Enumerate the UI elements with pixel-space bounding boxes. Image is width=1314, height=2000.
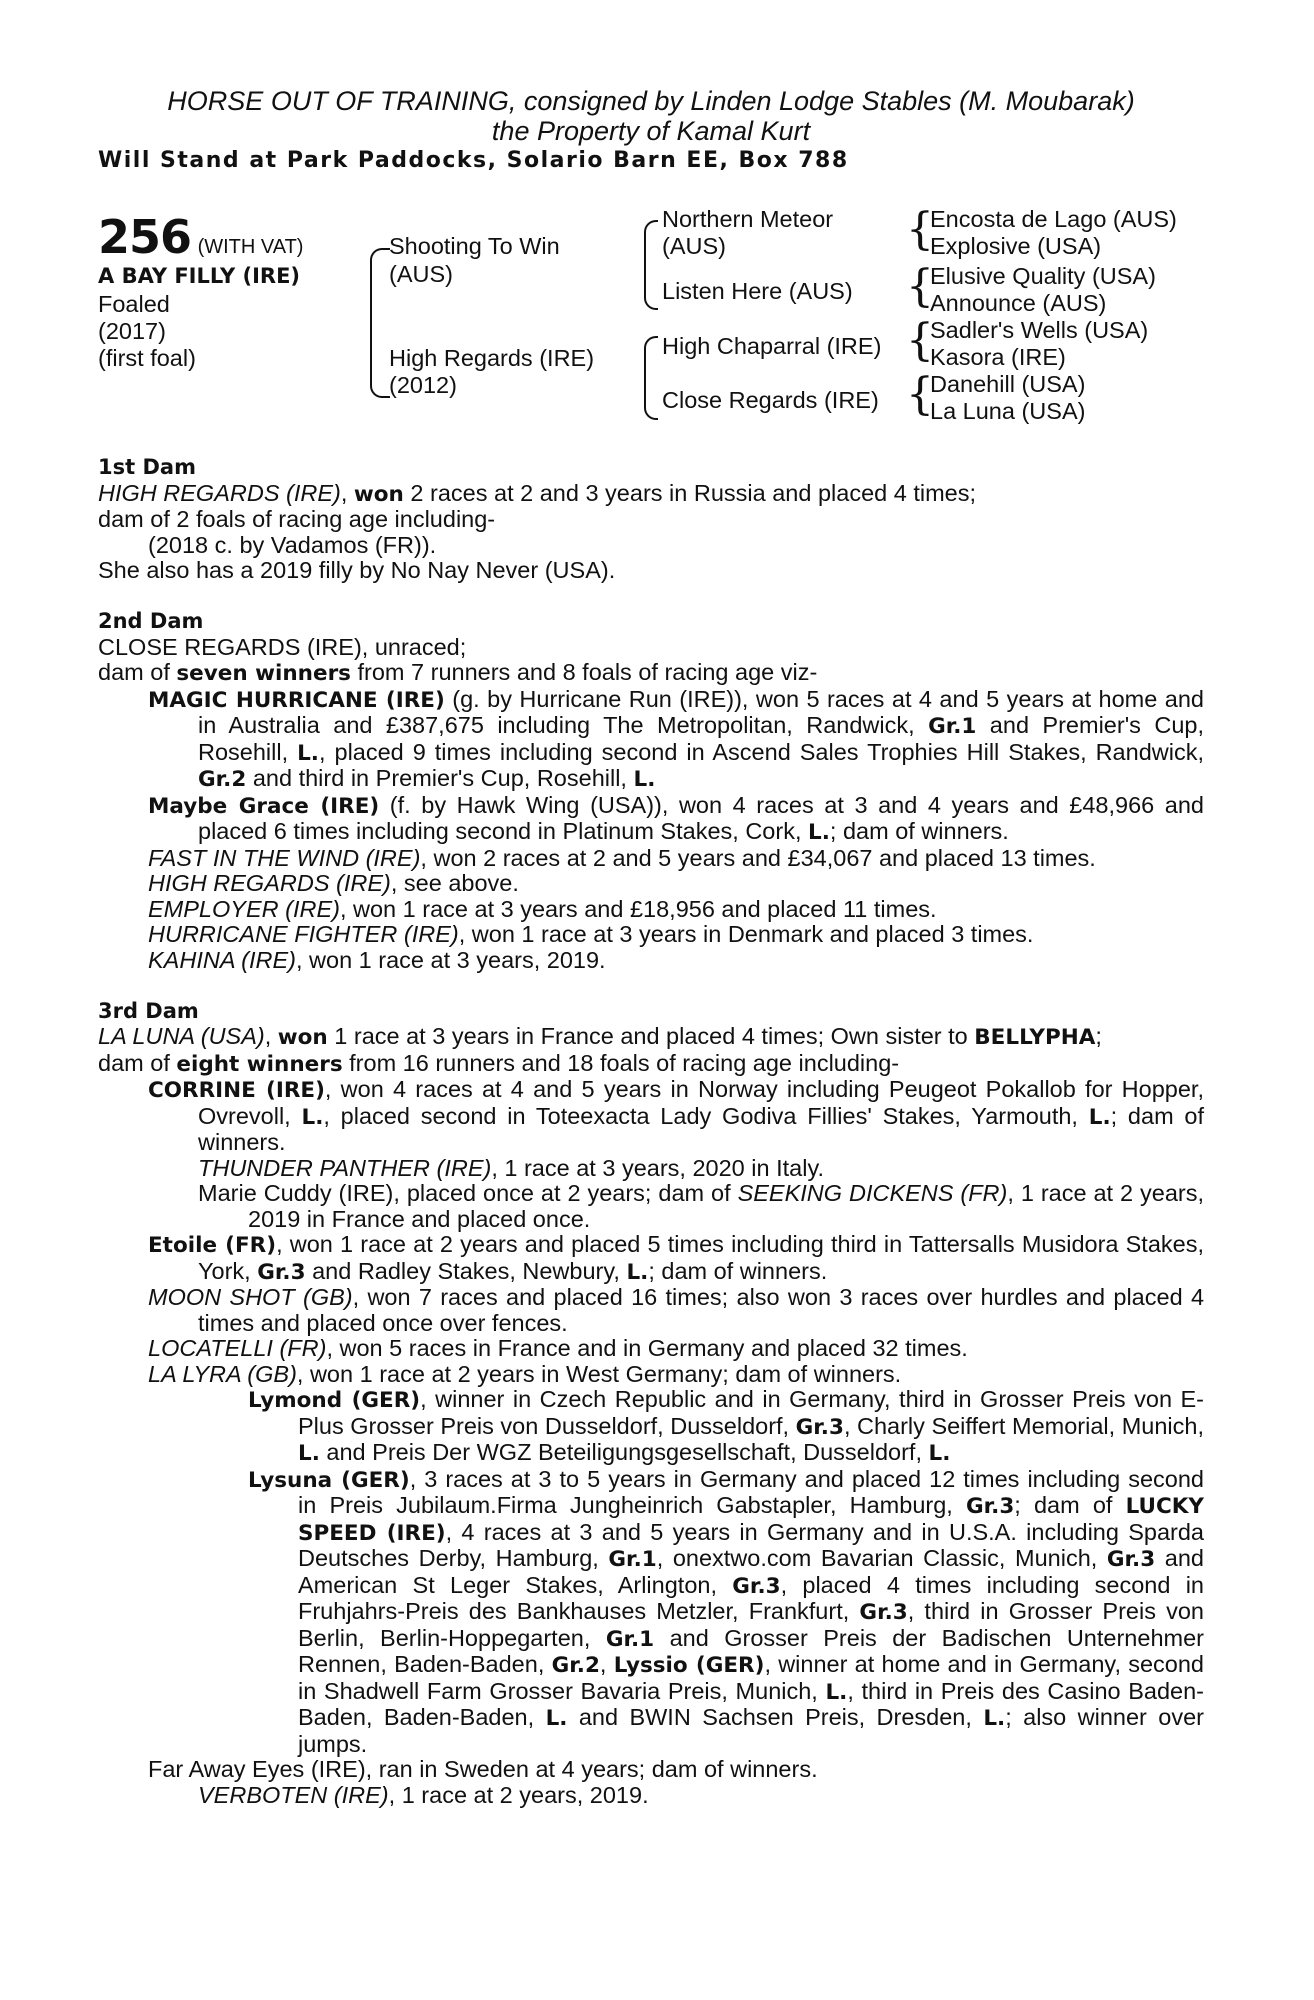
produce-record	[98, 455, 1204, 1808]
won-label: won	[353, 481, 404, 507]
text: and American St Leger Stakes, Arlington,	[298, 1545, 1204, 1598]
header-stand-location: Will Stand at Park Paddocks, Solario Barn EE, Box 788	[98, 148, 849, 173]
grade: Gr.3	[965, 1494, 1015, 1519]
produce-locatelli	[148, 1336, 1204, 1362]
produce-etoile	[148, 1232, 1204, 1285]
grade: Gr.3	[257, 1259, 306, 1285]
produce-fast-in-the-wind	[148, 846, 1204, 872]
text: , 1 race at 2 years, 2019 in France and placed once.	[248, 1180, 1204, 1232]
text: , Charly Seiffert Memorial, Munich,	[843, 1412, 1204, 1439]
grade: Gr.3	[859, 1600, 908, 1625]
third-dam-foals	[98, 1051, 1204, 1078]
text: , won 4 races at 4 and 5 years in Norway including Peugeot Pokallob for Hopper, Ovrevoll,	[198, 1076, 1204, 1129]
text: and Radley Stakes, Newbury,	[305, 1257, 627, 1284]
text: ,	[599, 1651, 614, 1677]
horse-name: THUNDER PANTHER (IRE)	[198, 1154, 492, 1181]
grade: L.	[633, 767, 656, 792]
text: , won 5 races in France and in Germany and placed 32 times.	[326, 1335, 968, 1361]
produce-employer	[148, 897, 1204, 923]
lot-horse-name: A BAY FILLY (IRE)	[98, 264, 301, 288]
produce-maybe-grace	[148, 793, 1204, 846]
header-consignment: HORSE OUT OF TRAINING, consigned by Linden Lodge Stables (M. Moubarak)	[167, 86, 1135, 116]
text: (f. by Hawk Wing (USA)), won 4 races at 3 and 4 years and £48,966 and placed 6 times including second in Platinum Stakes, Cork,	[198, 791, 1204, 844]
text: from 16 runners and 18 foals of racing age including-	[342, 1049, 900, 1076]
text: and Grosser Preis der Badischen Unternehmer Rennen, Baden-Baden,	[298, 1624, 1204, 1677]
text: , third in Grosser Preis von Berlin, Berlin-Hoppegarten,	[298, 1598, 1204, 1651]
text: , 1 race at 2 years, 2019.	[388, 1781, 649, 1808]
brace-icon: {	[906, 315, 934, 366]
lot-number-line	[98, 210, 304, 264]
pedigree-sds: Elusive Quality (USA)	[930, 263, 1156, 289]
horse-name: LA LYRA (GB)	[148, 1360, 297, 1387]
pedigree-bracket-dam-bottom	[644, 374, 658, 420]
grade: Gr.2	[198, 767, 247, 792]
text: , won 1 race at 3 years, 2019.	[295, 946, 606, 973]
text: , won 7 races and placed 16 times; also won 3 races over hurdles and placed 4 times and placed once over fences.	[198, 1284, 1205, 1336]
produce-corrine	[148, 1077, 1204, 1156]
separator: ,	[340, 479, 354, 506]
grade: L.	[545, 1706, 568, 1731]
second-dam-title: 2nd Dam	[98, 609, 204, 633]
pedigree-bracket-bottom	[370, 326, 390, 398]
text: ; also winner over jumps.	[298, 1704, 1204, 1757]
grade: L.	[301, 1104, 324, 1130]
text: , 1 race at 3 years, 2020 in Italy.	[491, 1154, 824, 1181]
pedigree-sire-sire: Northern Meteor	[662, 206, 834, 232]
pedigree-sdd: Announce (AUS)	[930, 290, 1107, 316]
text: ; dam of winners.	[648, 1257, 828, 1284]
horse-name: LUCKY SPEED (IRE)	[298, 1494, 1204, 1546]
horse-name: LOCATELLI (FR)	[148, 1335, 327, 1361]
text: and Premier's Cup, Rosehill,	[198, 712, 1204, 765]
first-dam-title: 1st Dam	[98, 455, 196, 479]
brace-icon: {	[906, 261, 934, 312]
horse-name: HURRICANE FIGHTER (IRE)	[148, 921, 459, 947]
pedigree-dss: Sadler's Wells (USA)	[930, 317, 1149, 343]
text: ; dam of winners.	[198, 1102, 1205, 1155]
first-dam-note: She also has a 2019 filly by No Nay Never (USA).	[98, 557, 616, 583]
pedigree-sire-sire-country: (AUS)	[662, 233, 726, 259]
horse-name: FAST IN THE WIND (IRE)	[148, 844, 421, 871]
first-dam-line	[98, 481, 1204, 508]
text: , won 1 race at 2 years and placed 5 times including third in Tattersalls Musidora Stakes, York,	[198, 1231, 1205, 1284]
produce-moon-shot	[148, 1285, 1204, 1336]
text: , placed 9 times including second in Ascend Sales Trophies Hill Stakes, Randwick,	[318, 738, 1204, 765]
third-dam-line	[98, 1024, 1204, 1051]
horse-name: Etoile (FR)	[148, 1233, 277, 1258]
winners-count: seven winners	[176, 661, 351, 686]
horse-name: CORRINE (IRE)	[148, 1078, 325, 1103]
pedigree-sss: Encosta de Lago (AUS)	[930, 206, 1177, 232]
lot-number: 256	[98, 210, 192, 264]
grade: L.	[1088, 1104, 1111, 1130]
text: , winner at home and in Germany, second in Shadwell Farm Grosser Bavaria Preis, Munich,	[298, 1651, 1204, 1704]
lot-year: (2017)	[98, 318, 166, 344]
pedigree-sire-country: (AUS)	[389, 261, 453, 287]
horse-name: Lyssio (GER)	[613, 1653, 765, 1678]
text: 1 race at 3 years in France and placed 4 times; Own sister to	[327, 1023, 975, 1049]
text: dam of	[98, 1049, 177, 1076]
produce-lysuna	[248, 1467, 1204, 1758]
sister-name: BELLYPHA	[974, 1025, 1096, 1050]
grade: L.	[983, 1706, 1006, 1731]
pedigree-dsd: Kasora (IRE)	[930, 344, 1066, 370]
horse-name: EMPLOYER (IRE)	[148, 895, 340, 922]
produce-far-away-eyes: Far Away Eyes (IRE), ran in Sweden at 4 years; dam of winners.	[148, 1756, 818, 1782]
lot-vat: (WITH VAT)	[197, 236, 304, 258]
horse-name: SEEKING DICKENS (FR)	[737, 1180, 1008, 1206]
pedigree-bracket-dam-top	[644, 336, 658, 376]
text: from 7 runners and 8 foals of racing age viz-	[350, 659, 818, 685]
text: and Preis Der WGZ Beteiligungsgesellschaft, Dusseldorf,	[319, 1439, 929, 1465]
first-dam-record: 2 races at 2 and 3 years in Russia and placed 4 times;	[403, 479, 977, 506]
pedigree-dds: Danehill (USA)	[930, 371, 1086, 397]
text: , see above.	[390, 870, 519, 896]
grade: L.	[928, 1441, 951, 1466]
produce-marie-cuddy	[198, 1181, 1204, 1232]
pedigree-sire-dam: Listen Here (AUS)	[662, 278, 853, 304]
grade: Gr.3	[795, 1414, 844, 1440]
pedigree-bracket-top	[370, 248, 390, 328]
horse-name: VERBOTEN (IRE)	[198, 1781, 389, 1808]
text: , onextwo.com Bavarian Classic, Munich,	[656, 1545, 1107, 1571]
first-dam-produce: (2018 c. by Vadamos (FR)).	[148, 531, 437, 558]
horse-name: Maybe Grace (IRE)	[148, 793, 380, 819]
text: and third in Premier's Cup, Rosehill,	[246, 765, 634, 791]
lot-foaled: Foaled	[98, 291, 170, 317]
text: (g. by Hurricane Run (IRE)), won 5 races at 4 and 5 years at home and in Australia and £387,675 including The Metropolitan, Randwick,	[198, 685, 1204, 738]
sire-name: Shooting To Win	[389, 233, 560, 259]
horse-name: MOON SHOT (GB)	[148, 1284, 353, 1310]
text: , placed second in Toteexacta Lady Godiva Fillies' Stakes, Yarmouth,	[323, 1102, 1089, 1129]
second-dam-line: CLOSE REGARDS (IRE), unraced;	[98, 633, 467, 660]
text: , 4 races at 3 and 5 years in Germany and in U.S.A. including Sparda Deutsches Derby, Hamburg,	[298, 1518, 1204, 1571]
grade: Gr.2	[551, 1653, 600, 1678]
grade: L.	[825, 1679, 848, 1705]
first-dam-name: HIGH REGARDS (IRE)	[98, 479, 341, 506]
text: , third in Preis des Casino Baden-Baden, Baden-Baden,	[298, 1677, 1204, 1730]
second-dam-foals	[98, 660, 1204, 687]
grade: Gr.3	[732, 1573, 781, 1599]
third-dam-name: LA LUNA (USA)	[98, 1023, 265, 1049]
pedigree-bracket-sire-bottom	[644, 272, 658, 310]
third-dam-title: 3rd Dam	[98, 998, 199, 1023]
text: Marie Cuddy (IRE), placed once at 2 years; dam of	[198, 1180, 738, 1206]
brace-icon: {	[906, 204, 934, 255]
text: ; dam of winners.	[829, 818, 1009, 844]
pedigree-ssd: Explosive (USA)	[930, 233, 1102, 259]
text: , placed 4 times including second in Fruhjahrs-Preis des Bankhauses Metzler, Frankfurt,	[298, 1571, 1205, 1624]
produce-thunder-panther	[198, 1156, 1204, 1182]
text: , won 2 races at 2 and 5 years and £34,067 and placed 13 times.	[420, 844, 1096, 871]
text: , 3 races at 3 to 5 years in Germany and placed 12 times including second in Preis Jubilaum.Firma Jungheinrich Gabstapler, Hamburg,	[298, 1465, 1204, 1518]
produce-lymond	[248, 1387, 1204, 1467]
pedigree-ddd: La Luna (USA)	[930, 398, 1086, 424]
first-dam-foals: dam of 2 foals of racing age including-	[98, 506, 496, 532]
text: , won 1 race at 2 years in West Germany; dam of winners.	[296, 1360, 902, 1387]
produce-hurricane-fighter	[148, 922, 1204, 948]
pedigree-dam-dam: Close Regards (IRE)	[662, 387, 879, 413]
horse-name: Lysuna (GER)	[248, 1467, 410, 1493]
header-property: the Property of Kamal Kurt	[491, 116, 811, 146]
grade: Gr.1	[928, 714, 977, 739]
separator: ,	[264, 1023, 278, 1049]
produce-high-regards	[148, 871, 1204, 897]
grade: Gr.1	[605, 1626, 655, 1652]
produce-la-lyra	[148, 1362, 1204, 1388]
lot-note: (first foal)	[98, 345, 196, 371]
won-label: won	[277, 1025, 328, 1050]
horse-name: MAGIC HURRICANE (IRE)	[148, 687, 445, 713]
text: dam of	[98, 659, 177, 685]
horse-name: HIGH REGARDS (IRE)	[148, 870, 391, 896]
pedigree-dam: High Regards (IRE)	[389, 345, 595, 371]
text: , winner in Czech Republic and in Germany, third in Grosser Preis von E-Plus Grosser Preis von Dusseldorf, Dusseldorf,	[298, 1386, 1205, 1439]
horse-name: Lymond (GER)	[248, 1388, 421, 1413]
brace-icon: {	[906, 369, 934, 420]
text: and BWIN Sachsen Preis, Dresden,	[567, 1704, 984, 1730]
grade: L.	[626, 1259, 649, 1285]
horse-name: KAHINA (IRE)	[148, 946, 296, 973]
pedigree-dam-sire: High Chaparral (IRE)	[662, 333, 882, 359]
pedigree-dam-year: (2012)	[389, 372, 457, 398]
produce-kahina	[148, 948, 1204, 974]
winners-count: eight winners	[176, 1051, 343, 1077]
produce-verboten	[198, 1783, 1204, 1809]
grade: L.	[298, 1441, 320, 1466]
grade: L.	[808, 820, 830, 845]
text: , won 1 race at 3 years and £18,956 and placed 11 times.	[339, 895, 937, 922]
text: ;	[1095, 1023, 1102, 1049]
grade: Gr.3	[1106, 1547, 1156, 1572]
grade: L.	[297, 740, 319, 766]
pedigree-sire	[389, 234, 560, 260]
text: , won 1 race at 3 years in Denmark and placed 3 times.	[458, 921, 1034, 947]
grade: Gr.1	[608, 1547, 657, 1572]
pedigree-bracket-sire-top	[644, 220, 658, 274]
text: ; dam of	[1014, 1492, 1126, 1518]
produce-magic-hurricane	[148, 687, 1204, 793]
